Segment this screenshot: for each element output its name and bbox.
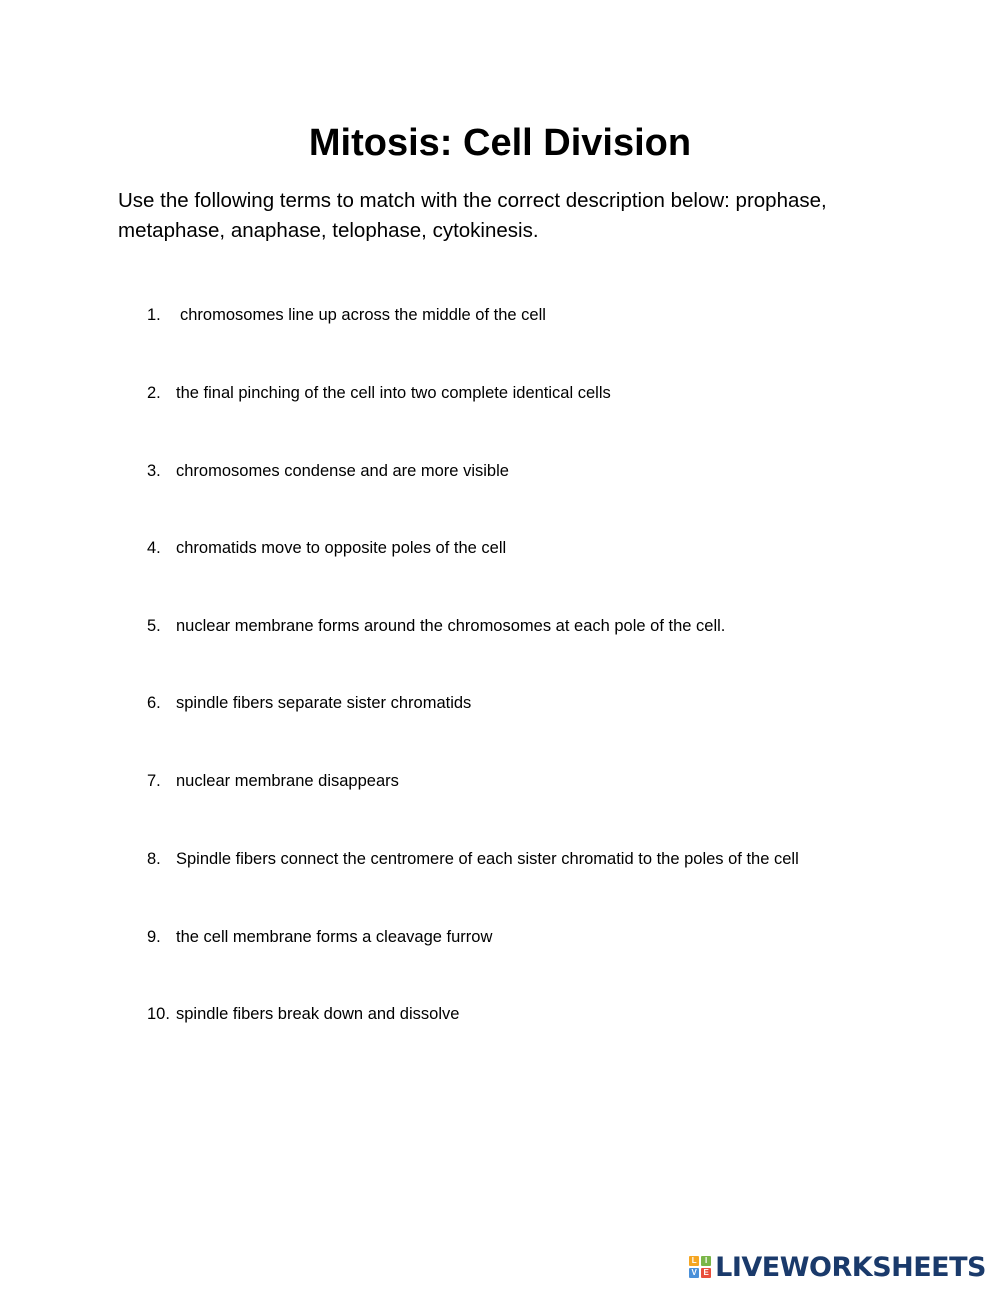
item-number: 9. <box>147 928 161 946</box>
logo-block: I <box>701 1256 711 1266</box>
logo-block: E <box>701 1268 711 1278</box>
item-text: spindle fibers break down and dissolve <box>176 1005 460 1023</box>
list-item <box>147 770 399 792</box>
list-item <box>147 848 799 870</box>
item-number: 2. <box>147 384 161 402</box>
item-text: nuclear membrane disappears <box>176 772 399 790</box>
list-item <box>147 460 509 482</box>
item-text: chromosomes condense and are more visible <box>176 462 509 480</box>
instructions-text: Use the following terms to match with the correct description below: prophase, metaphase, anaphase, telophase, cytokinesis. <box>118 189 827 242</box>
item-text: spindle fibers separate sister chromatids <box>176 694 472 712</box>
item-number: 1. <box>147 306 161 324</box>
item-text: the final pinching of the cell into two complete identical cells <box>176 384 611 402</box>
list-item <box>147 692 471 714</box>
item-number: 8. <box>147 850 161 868</box>
list-item <box>147 615 725 637</box>
item-number: 5. <box>147 617 161 635</box>
item-number: 7. <box>147 772 161 790</box>
logo-text: LIVEWORKSHEETS <box>715 1251 986 1283</box>
logo-block: L <box>689 1256 699 1266</box>
list-item <box>147 1003 459 1025</box>
logo-block: V <box>689 1268 699 1278</box>
item-text: Spindle fibers connect the centromere of each sister chromatid to the poles of the cell <box>176 850 799 868</box>
item-number: 3. <box>147 462 161 480</box>
item-number: 4. <box>147 539 161 557</box>
item-text: chromatids move to opposite poles of the cell <box>176 539 507 557</box>
list-item <box>147 382 611 404</box>
item-text: nuclear membrane forms around the chromosomes at each pole of the cell. <box>176 617 726 635</box>
list-item <box>147 537 506 559</box>
liveworksheets-logo <box>689 1250 986 1284</box>
logo-blocks-icon <box>689 1256 711 1278</box>
list-item <box>147 304 546 326</box>
item-number: 10. <box>147 1005 170 1023</box>
item-text: chromosomes line up across the middle of the cell <box>180 306 546 324</box>
item-text: the cell membrane forms a cleavage furrow <box>176 928 493 946</box>
list-item <box>147 926 492 948</box>
page-title: Mitosis: Cell Division <box>308 122 692 164</box>
item-number: 6. <box>147 694 161 712</box>
